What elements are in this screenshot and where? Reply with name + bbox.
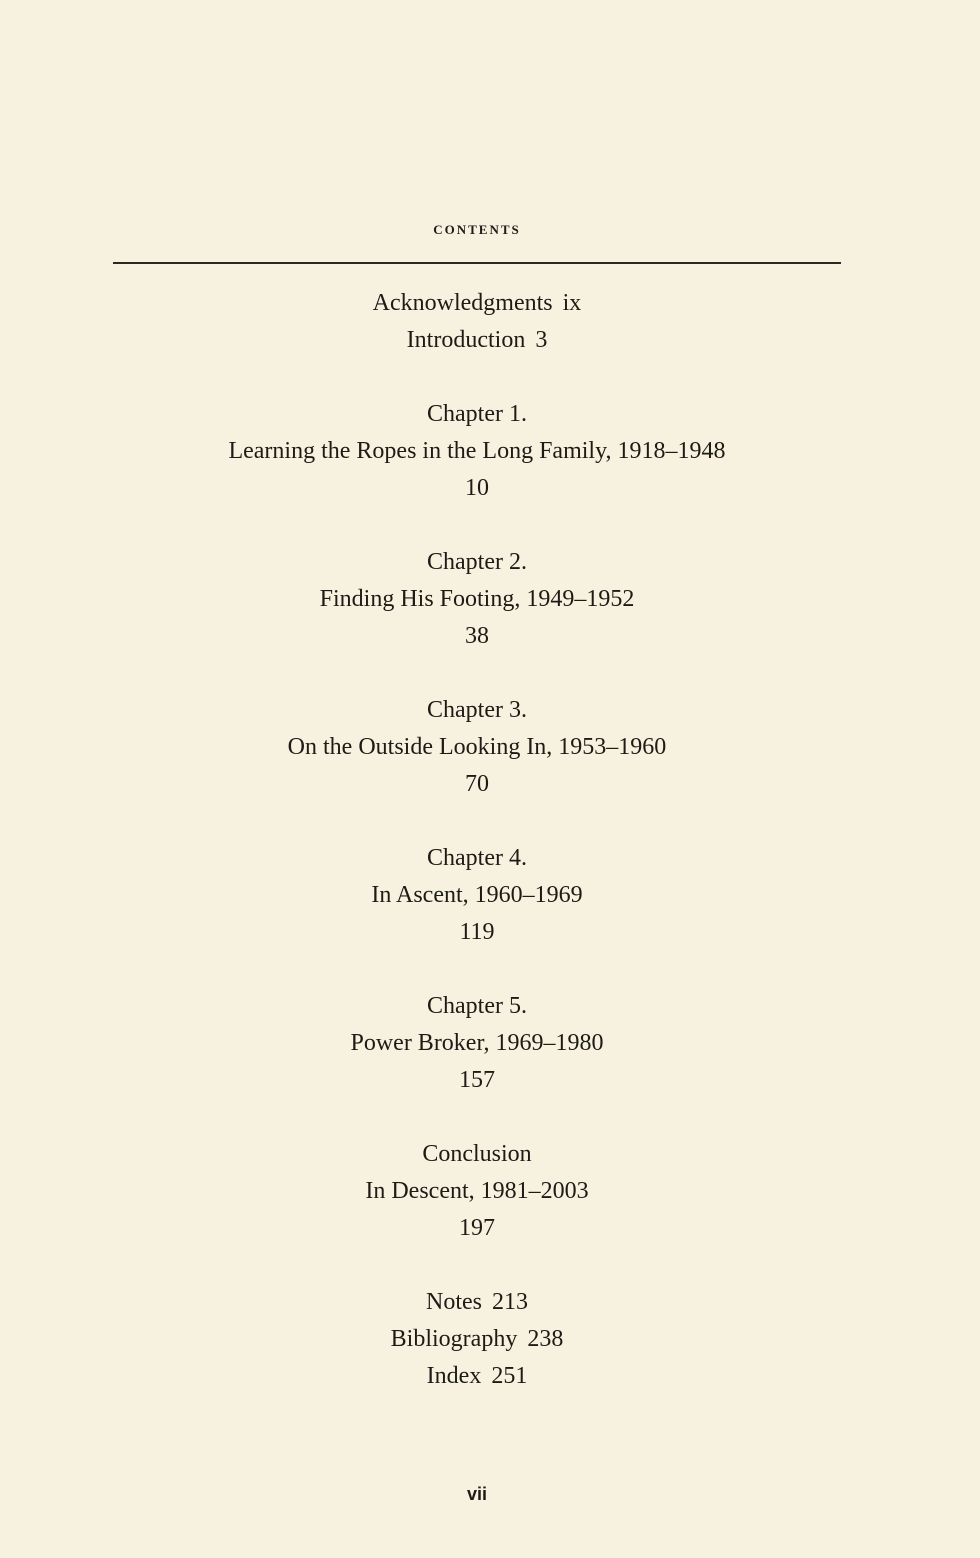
chapter-title: On the Outside Looking In, 1953–1960 [287, 734, 667, 760]
entry-page: 3 [535, 327, 548, 353]
toc-entry-introduction [0, 322, 954, 359]
chapter-title: In Ascent, 1960–1969 [371, 882, 583, 908]
entry-title: Notes [426, 1289, 482, 1315]
chapter-page: 38 [465, 623, 489, 649]
entry-page: 213 [492, 1289, 528, 1315]
entry-title: Acknowledgments [372, 290, 553, 316]
chapter-label: Chapter 3. [427, 697, 527, 723]
entry-title: Introduction [406, 327, 526, 353]
conclusion-title: In Descent, 1981–2003 [365, 1178, 589, 1204]
entry-title: Bibliography [390, 1326, 518, 1352]
entry-page: ix [562, 290, 582, 316]
chapter-page: 10 [465, 475, 489, 501]
chapter-page: 157 [459, 1067, 495, 1093]
heading-rule [113, 262, 841, 264]
entry-page: 238 [527, 1326, 564, 1352]
conclusion-label: Conclusion [422, 1141, 532, 1167]
page-number: vii [466, 1484, 487, 1504]
chapter-title: Power Broker, 1969–1980 [350, 1030, 604, 1056]
toc-entry-notes [0, 1284, 954, 1321]
table-of-contents [0, 285, 954, 1395]
toc-entry-bibliography [0, 1321, 954, 1358]
conclusion-page: 197 [459, 1215, 495, 1241]
chapter-title: Learning the Ropes in the Long Family, 1918–1948 [228, 438, 726, 464]
toc-entry-index [0, 1358, 954, 1395]
chapter-page: 119 [459, 919, 495, 945]
entry-title: Index [426, 1363, 482, 1389]
contents-heading: contents [433, 218, 521, 239]
toc-entry-acknowledgments [0, 285, 954, 322]
chapter-label: Chapter 5. [427, 993, 527, 1019]
chapter-label: Chapter 2. [427, 549, 527, 575]
chapter-page: 70 [465, 771, 489, 797]
chapter-label: Chapter 4. [427, 845, 527, 871]
entry-page: 251 [491, 1363, 528, 1389]
chapter-title: Finding His Footing, 1949–1952 [319, 586, 635, 612]
chapter-label: Chapter 1. [427, 401, 527, 427]
